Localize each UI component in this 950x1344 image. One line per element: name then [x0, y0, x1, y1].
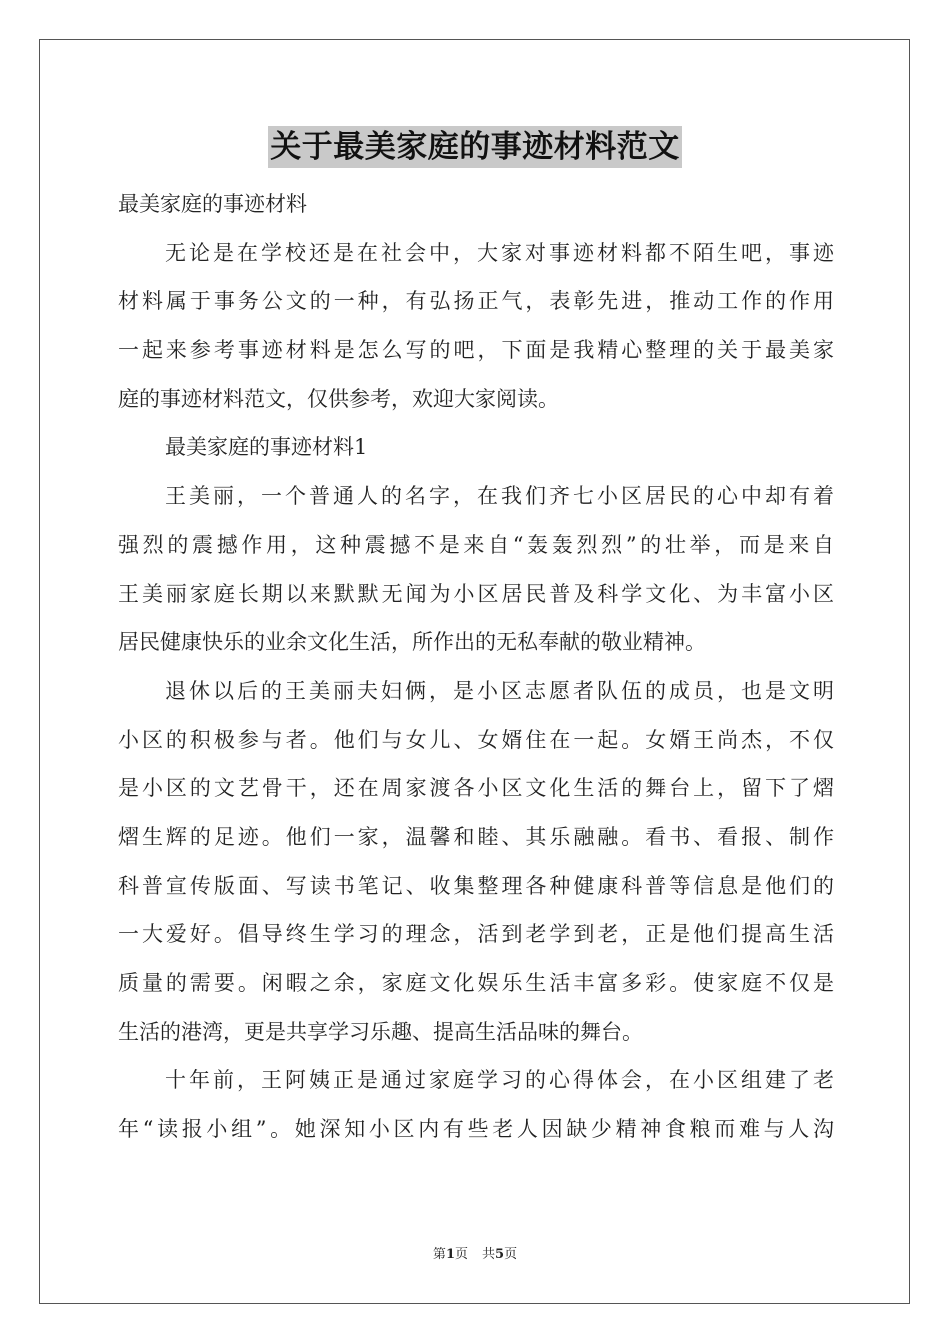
paragraph-line: 熠生辉的足迹。他们一家，温馨和睦、其乐融融。看书、看报、制作 — [118, 824, 834, 849]
paragraph-line: 退休以后的王美丽夫妇俩，是小区志愿者队伍的成员，也是文明 — [165, 678, 834, 703]
paragraph-line: 是小区的文艺骨干，还在周家渡各小区文化生活的舞台上，留下了熠 — [118, 776, 834, 801]
page-footer — [0, 1246, 950, 1264]
total-suffix: 页 — [504, 1247, 518, 1262]
paragraph-line: 一大爱好。倡导终生学习的理念，活到老学到老，正是他们提高生活 — [118, 922, 834, 947]
page-prefix: 第 — [432, 1247, 446, 1262]
paragraph-line: 王美丽家庭长期以来默默无闻为小区居民普及科学文化、为丰富小区 — [118, 581, 834, 606]
paragraph-line: 十年前，王阿姨正是通过家庭学习的心得体会，在小区组建了老 — [165, 1068, 834, 1093]
document-title: 关于最美家庭的事迹材料范文 — [268, 126, 682, 168]
total-prefix: 共 — [482, 1247, 496, 1262]
paragraph-line: 小区的积极参与者。他们与女儿、女婿住在一起。女婿王尚杰，不仅 — [118, 727, 834, 752]
paragraph-line: 一起来参考事迹材料是怎么写的吧，下面是我精心整理的关于最美家 — [118, 338, 834, 363]
paragraph-line: 质量的需要。闲暇之余，家庭文化娱乐生活丰富多彩。使家庭不仅是 — [118, 971, 834, 995]
paragraph-line: 材料属于事务公文的一种，有弘扬正气，表彰先进，推动工作的作用 — [118, 289, 834, 314]
paragraph-line: 最美家庭的事迹材料1 — [165, 435, 368, 460]
paragraph-line: 强烈的震撼作用，这种震撼不是来自“轰轰烈烈”的壮举，而是来自 — [118, 532, 834, 557]
paragraph-line: 科普宣传版面、写读书笔记、收集整理各种健康科普等信息是他们的 — [118, 873, 834, 898]
document-body — [118, 180, 834, 1154]
paragraph-line: 最美家庭的事迹材料 — [118, 192, 307, 216]
paragraph-line: 年“读报小组”。她深知小区内有些老人因缺少精神食粮而难与人沟 — [118, 1117, 834, 1142]
paragraph-line: 生活的港湾，更是共享学习乐趣、提高生活品味的舞台。 — [118, 1019, 643, 1044]
paragraph-line: 无论是在学校还是在社会中，大家对事迹材料都不陌生吧，事迹 — [165, 240, 834, 265]
title-container — [0, 126, 950, 168]
paragraph-line: 庭的事迹材料范文，仅供参考，欢迎大家阅读。 — [118, 386, 559, 411]
paragraph-line: 王美丽，一个普通人的名字，在我们齐七小区居民的心中却有着 — [165, 484, 834, 509]
page-suffix: 页 — [454, 1247, 468, 1262]
paragraph-line: 居民健康快乐的业余文化生活，所作出的无私奉献的敬业精神。 — [118, 630, 706, 655]
page-current: 1 — [445, 1247, 455, 1262]
page-total: 5 — [495, 1247, 505, 1262]
